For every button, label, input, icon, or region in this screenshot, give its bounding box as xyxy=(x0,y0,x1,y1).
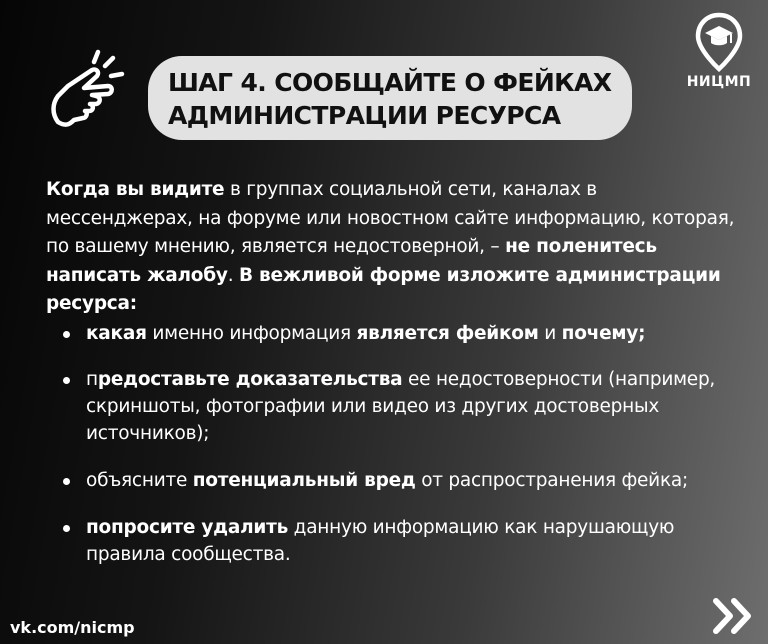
list-item-bold: потенциальный вред xyxy=(192,470,416,491)
list-item-text: от распространения фейка; xyxy=(415,470,688,491)
list-item-bold: какая xyxy=(86,323,147,344)
list-item xyxy=(46,514,746,568)
list-item xyxy=(46,320,746,347)
pointing-hand-icon xyxy=(48,48,130,134)
step-title-line-2: АДМИНИСТРАЦИИ РЕСУРСА xyxy=(168,101,561,130)
list-item-text: п xyxy=(86,369,98,390)
list-item-bold: является фейком xyxy=(356,323,539,344)
vk-link[interactable]: vk.com/nicmp xyxy=(10,618,135,637)
map-pin-graduation-cap-icon xyxy=(695,12,743,72)
intro-bold-3: В вежливой форме изложите администрации ресурса: xyxy=(46,264,721,314)
step-title-line-1: ШАГ 4. СООБЩАЙТЕ О ФЕЙКАХ xyxy=(168,68,612,97)
list-item-text: именно информация xyxy=(146,323,357,344)
list-item-bold: почему; xyxy=(561,323,646,344)
list-item-text: данную информацию как нарушающую правила сообщества. xyxy=(86,517,675,565)
intro-bold-1: Когда вы видите xyxy=(46,179,225,200)
nicmp-logo xyxy=(681,12,757,98)
list-item-text: объясните xyxy=(86,470,193,491)
intro-paragraph xyxy=(46,176,746,319)
intro-text-1: в группах социальной сети, каналах в мессенджерах, на форуме или новостном сайте информацию, которая, по вашему мнению, является недостоверной, – xyxy=(46,179,735,257)
list-item-bold: редоставьте доказательства xyxy=(97,369,403,390)
double-chevron-right-icon[interactable] xyxy=(712,597,756,635)
step-title-box xyxy=(148,56,632,140)
list-item xyxy=(46,366,746,447)
list-item-bold: попросите удалить xyxy=(86,517,289,538)
instructions-list xyxy=(46,320,746,568)
intro-bold-2: не поленитесь написать жалобу xyxy=(46,236,657,286)
intro-text-2: . xyxy=(227,264,239,286)
list-item-text: и xyxy=(538,323,562,344)
logo-text: НИЦМП xyxy=(686,74,752,90)
list-item-text: ее недостоверности (например, скриншоты, фотографии или видео из других достоверных источников); xyxy=(86,369,716,444)
list-item xyxy=(46,467,746,494)
